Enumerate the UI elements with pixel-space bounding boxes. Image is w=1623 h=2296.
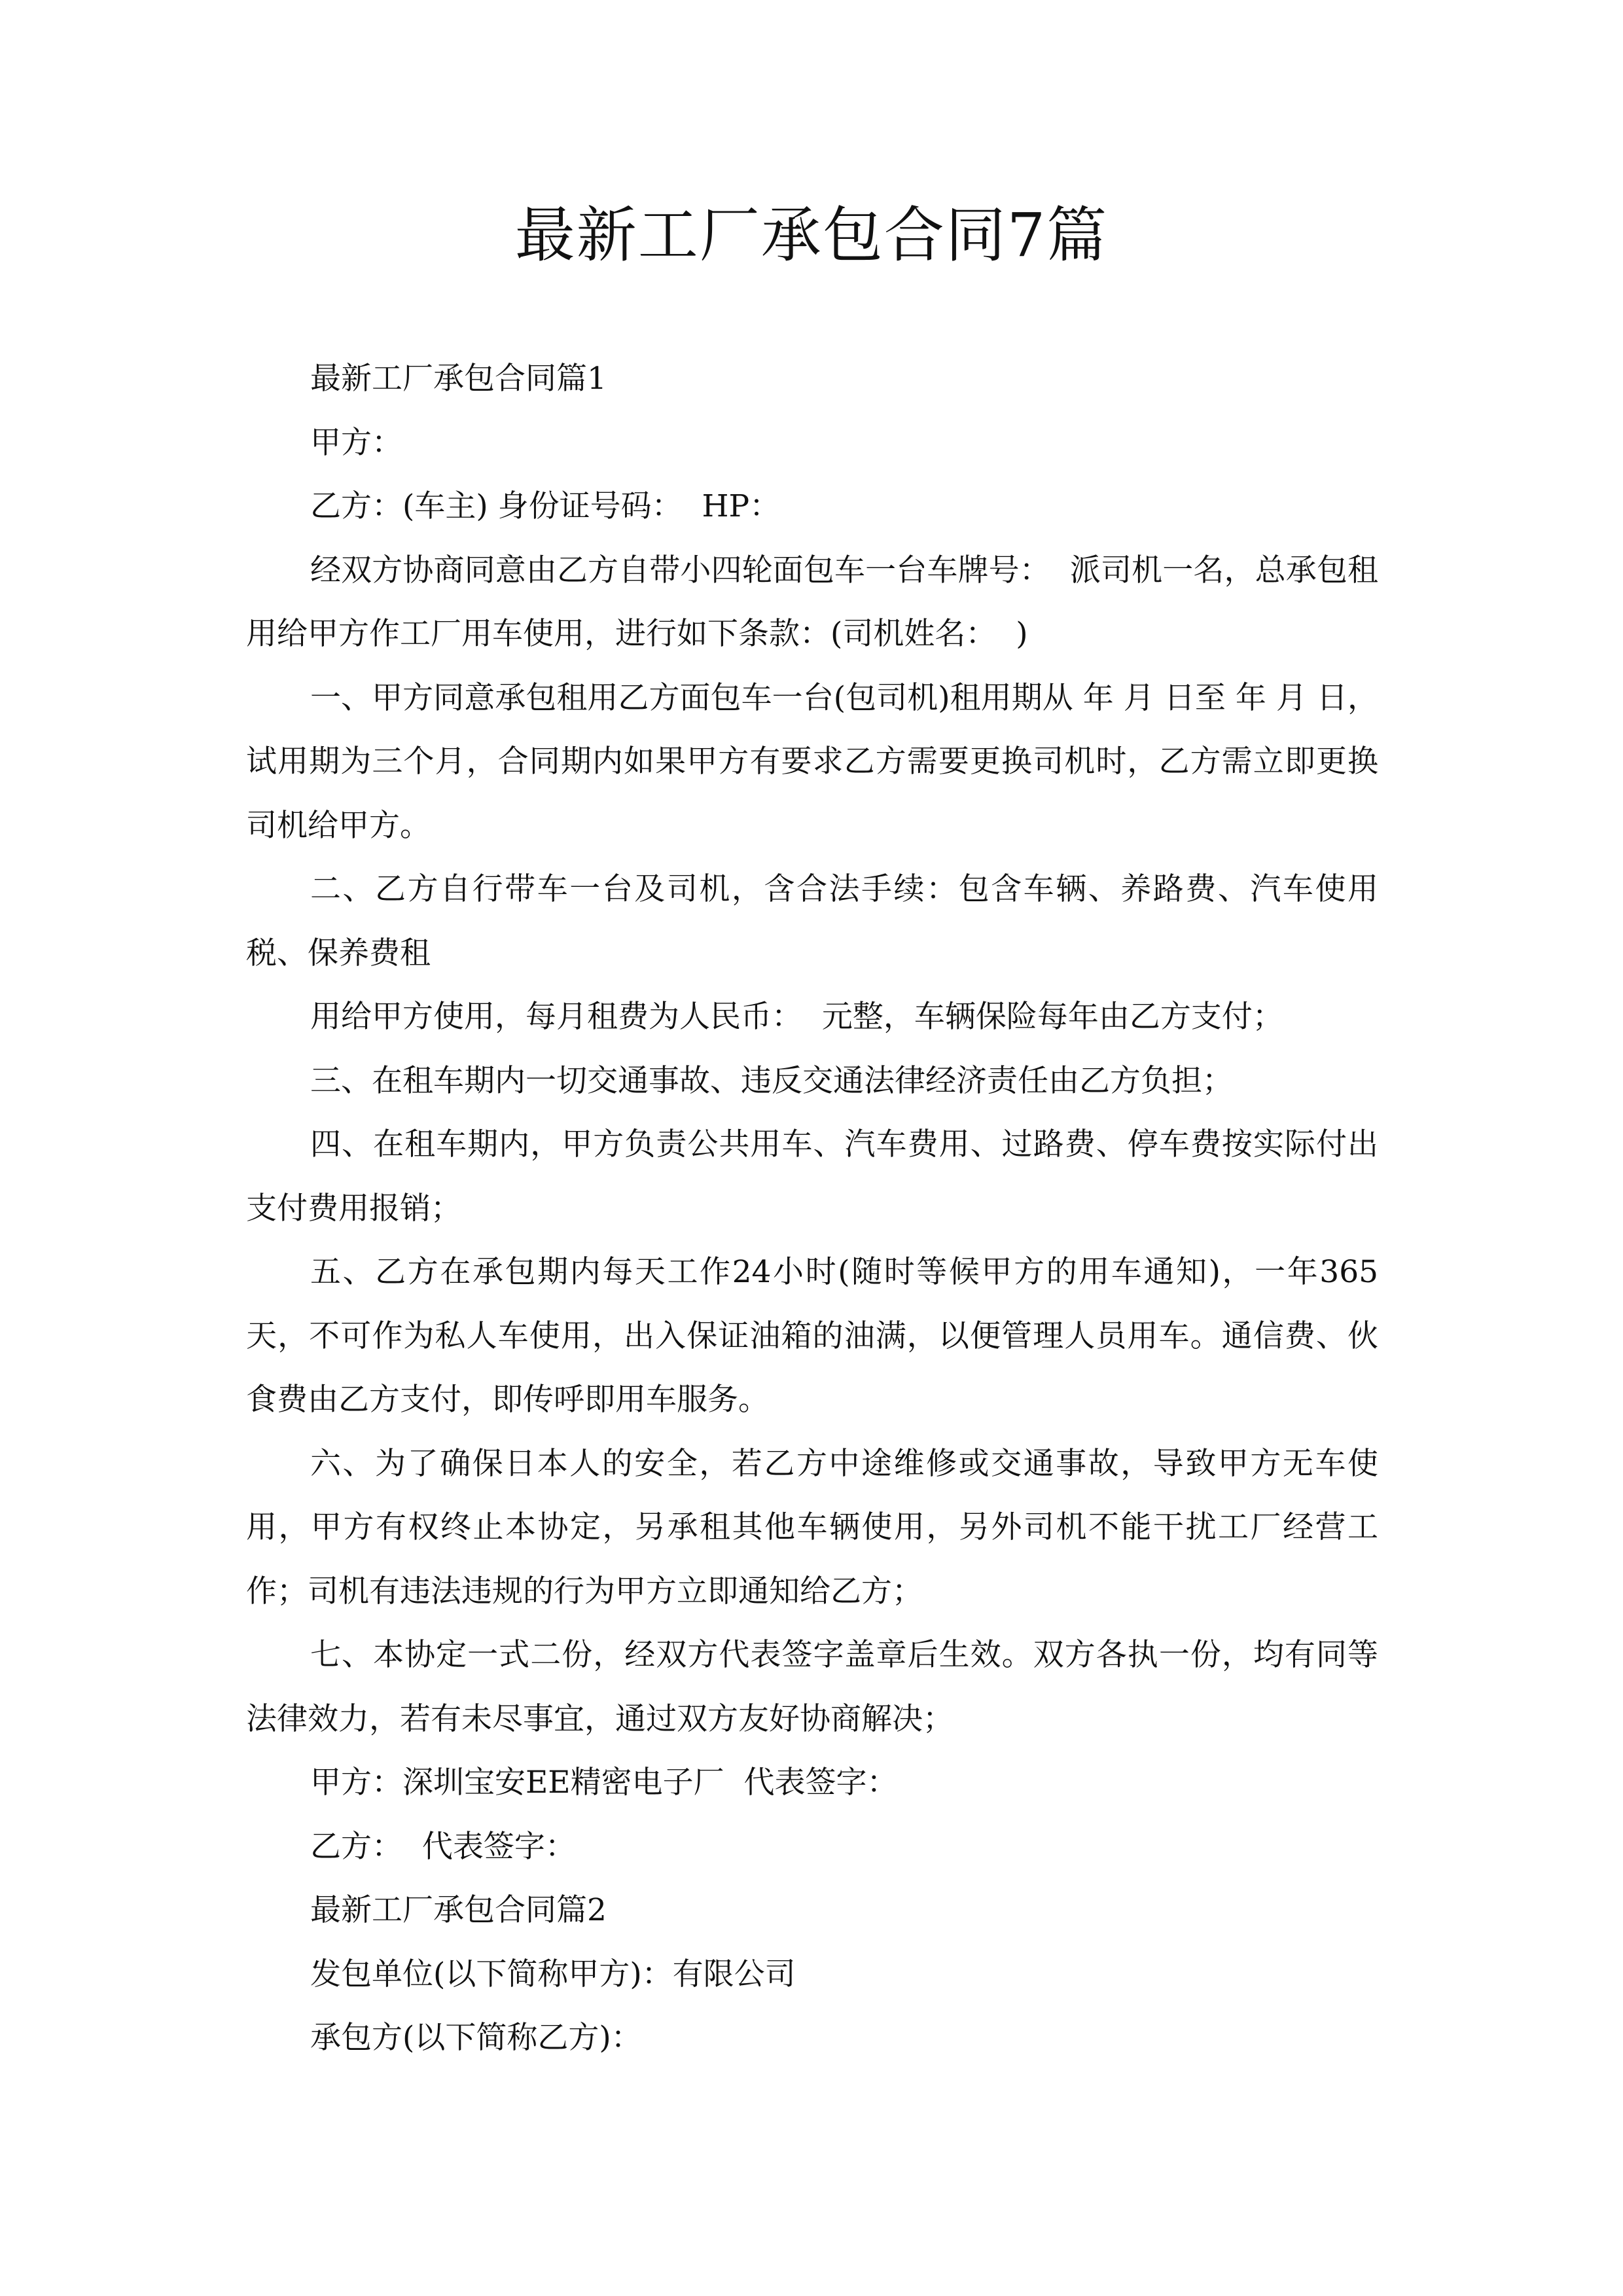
contractor-line: 承包方(以下简称乙方)： bbox=[310, 2020, 642, 2056]
section-heading-1: 最新工厂承包合同篇1 bbox=[310, 361, 607, 397]
document-title: 最新工厂承包合同7篇 bbox=[514, 200, 1109, 270]
clause-7: 七、本协定一式二份，经双方代表签字盖章后生效。双方各执一份，均有同等法律效力，若有未尽事宜，通过双方友好协商解决； bbox=[246, 1637, 1378, 1737]
clause-5: 五、乙方在承包期内每天工作24小时(随时等候甲方的用车通知)，一年365天，不可作为私人车使用，出入保证油箱的油满，以便管理人员用车。通信费、伙食费由乙方支付，即传呼即用车服务。 bbox=[246, 1254, 1378, 1418]
clause-3: 三、在租车期内一切交通事故、违反交通法律经济责任由乙方负担； bbox=[310, 1062, 1233, 1099]
section-heading-2: 最新工厂承包合同篇2 bbox=[310, 1892, 607, 1928]
party-b-line: 乙方：(车主) 身份证号码： HP： bbox=[310, 488, 781, 524]
signature-party-b: 乙方： 代表签字： bbox=[310, 1828, 576, 1865]
clause-6: 六、为了确保日本人的安全，若乙方中途维修或交通事故，导致甲方无车使用，甲方有权终止本协定，另承租其他车辆使用，另外司机不能干扰工厂经营工作；司机有违法违规的行为甲方立即通知给乙方； bbox=[246, 1445, 1378, 1609]
contracting-unit-line: 发包单位(以下简称甲方)：有限公司 bbox=[310, 1956, 796, 1992]
clause-1: 一、甲方同意承包租用乙方面包车一台(包司机)租用期从 年 月 日至 年 月 日，试用期为三个月，合同期内如果甲方有要求乙方需要更换司机时，乙方需立即更换司机给甲方。 bbox=[246, 679, 1378, 844]
clause-2-continued: 用给甲方使用，每月租费为人民币： 元整，车辆保险每年由乙方支付； bbox=[310, 999, 1283, 1035]
document-body bbox=[246, 347, 1378, 2070]
party-a-line: 甲方： bbox=[310, 424, 402, 461]
clause-4: 四、在租车期内，甲方负责公共用车、汽车费用、过路费、停车费按实际付出支付费用报销； bbox=[246, 1126, 1378, 1227]
signature-party-a: 甲方：深圳宝安EE精密电子厂 代表签字： bbox=[310, 1765, 898, 1801]
clause-2: 二、乙方自行带车一台及司机，含合法手续：包含车辆、养路费、汽车使用税、保养费租 bbox=[246, 871, 1378, 971]
preamble-paragraph: 经双方协商同意由乙方自带小四轮面包车一台车牌号： 派司机一名，总承包租用给甲方作工厂用车使用，进行如下条款：(司机姓名： ) bbox=[246, 552, 1378, 652]
